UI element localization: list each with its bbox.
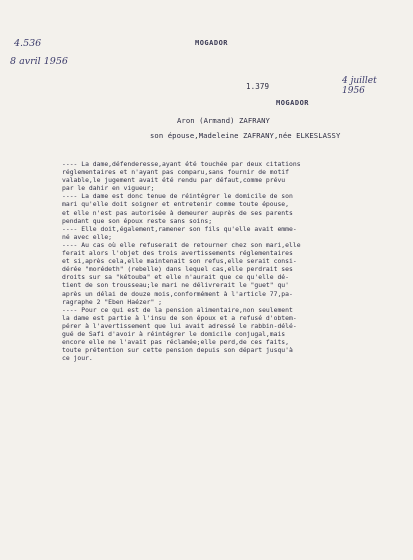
- reference-number: 1.379: [246, 82, 270, 91]
- body-line: et elle n'est pas autorisée à demeurer auprès de ses parents: [62, 208, 293, 217]
- party-wife: son épouse,Madeleine ZAFRANY,née ELKESLASSY: [150, 131, 341, 140]
- handwritten-number: 4.536: [14, 38, 42, 49]
- body-line: ---- La dame,défenderesse,ayant été touchée par deux citations: [62, 160, 301, 168]
- body-line: droits sur sa "kétouba" et elle n'aurait que ce qu'elle dé-: [62, 273, 290, 282]
- body-line: né avec elle;: [62, 232, 113, 241]
- handwritten-date: 8 avril 1956: [10, 56, 68, 67]
- body-line: valable,le jugement avait été rendu par défaut,comme prévu: [62, 176, 286, 185]
- body-line: ragraphe 2 "Eben Haézer" ;: [62, 297, 163, 306]
- body-line: pendant que son époux reste sans soins;: [62, 216, 213, 225]
- body-line: toute prétention sur cette pension depuis son départ jusqu'à: [62, 346, 293, 355]
- body-line: gué de Safi d'avoir à réintégrer le domicile conjugal,mais: [62, 329, 286, 338]
- body-line: après un délai de douze mois,conformément à l'article 77,pa-: [62, 289, 293, 298]
- judgment-body: [62, 160, 412, 362]
- body-line: par le dahir en vigueur;: [62, 184, 155, 193]
- body-line: encore elle ne l'avait pas réclamée;elle perd,de ces faits,: [62, 338, 290, 347]
- body-line: tient de son trousseau;le mari ne délivrerait le "guet" qu': [62, 281, 290, 290]
- body-line: réglementaires et n'ayant pas comparu,sans fournir de motif: [62, 168, 290, 177]
- body-line: dérée "morédeth" (rebelle) dans lequel cas,elle perdrait ses: [62, 265, 293, 274]
- place-heading-second: MOGADOR: [276, 99, 310, 107]
- place-heading-top: MOGADOR: [195, 39, 229, 47]
- body-line: et si,après cela,elle maintenait son refus,elle serait consi-: [62, 257, 297, 266]
- body-line: ---- Pour ce qui est de la pension alimentaire,non seulement: [62, 305, 293, 314]
- party-husband: Aron (Armand) ZAFRANY: [177, 116, 270, 125]
- body-line: ---- Au cas où elle refuserait de retourner chez son mari,elle: [62, 240, 301, 249]
- body-line: ---- Elle doit,également,ramener son fils qu'elle avait emme-: [62, 224, 297, 233]
- body-line: pérer à l'avertissement que lui avait adressé le rabbin-délé-: [62, 321, 297, 330]
- body-line: ce jour.: [62, 354, 93, 363]
- body-line: ---- La dame est donc tenue de réintégrer le domicile de son: [62, 192, 293, 201]
- handwritten-date-right: 4 juillet 1956: [342, 76, 377, 96]
- body-line: la dame est partie à l'insu de son époux et a refusé d'obtem-: [62, 313, 297, 322]
- body-line: mari qu'elle doit soigner et entretenir comme toute épouse,: [62, 200, 290, 209]
- body-line: ferait alors l'objet des trois avertissements réglementaires: [62, 249, 293, 258]
